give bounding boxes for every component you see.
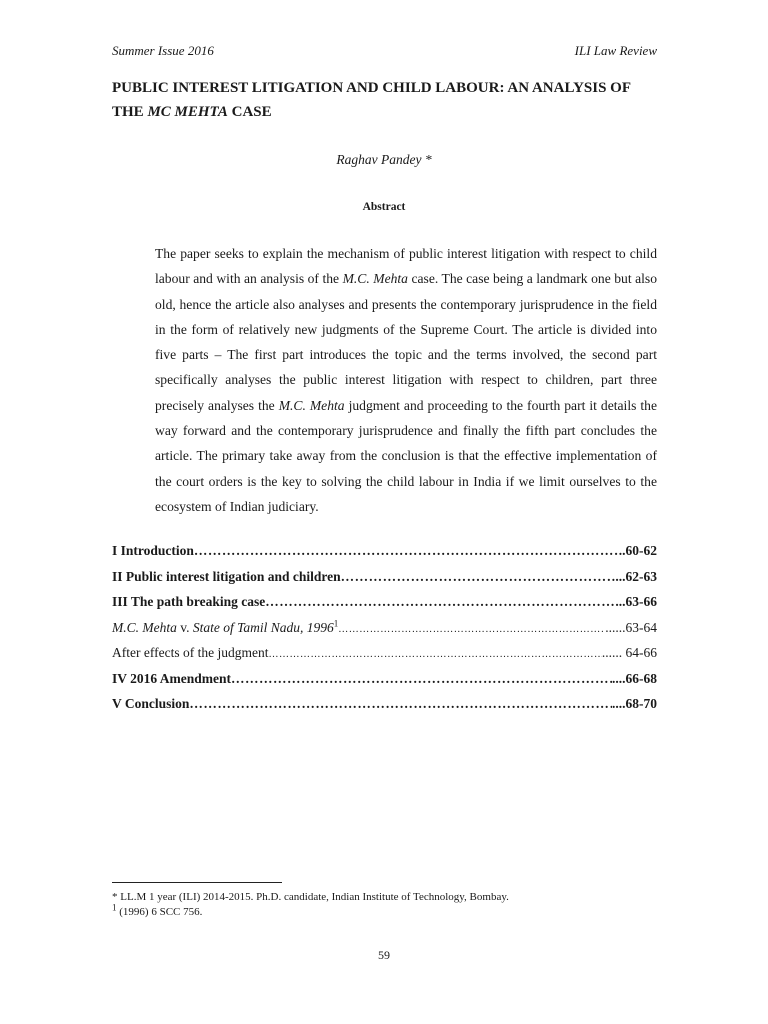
footnote-text: (1996) 6 SCC 756. bbox=[116, 906, 203, 918]
toc-label: I Introduction bbox=[112, 543, 194, 558]
footnote-mark: * bbox=[112, 891, 118, 903]
abstract-case-name: M.C. Mehta bbox=[342, 271, 408, 287]
toc-leader bbox=[338, 624, 605, 635]
toc-pages: ...63-66 bbox=[615, 594, 657, 609]
author-name: Raghav Pandey * bbox=[336, 152, 432, 167]
footnote-mark: 1 bbox=[112, 902, 117, 913]
toc-versus: v. bbox=[176, 619, 193, 635]
toc-pages: ....68-70 bbox=[612, 696, 657, 711]
toc-pages: ...... 64-66 bbox=[601, 645, 657, 660]
toc-leader bbox=[265, 594, 615, 610]
footnote-divider bbox=[112, 882, 282, 883]
article-title-part1: PUBLIC INTEREST LITIGATION AND CHILD LABOUR: AN ANALYSIS OF THE bbox=[112, 80, 631, 120]
table-of-contents bbox=[112, 543, 657, 722]
toc-leader bbox=[194, 543, 619, 559]
toc-label: III The path breaking case bbox=[112, 594, 266, 609]
article-title-part2: CASE bbox=[227, 104, 272, 120]
toc-entry-amendment[interactable] bbox=[112, 671, 657, 697]
footnote-ref[interactable]: 1 bbox=[333, 618, 339, 628]
toc-leader bbox=[231, 671, 612, 687]
page-number: 59 bbox=[378, 948, 390, 962]
toc-leader bbox=[341, 569, 616, 585]
toc-case-name: M.C. Mehta bbox=[112, 619, 177, 635]
footnote-text: LL.M 1 year (ILI) 2014-2015. Ph.D. candidate, Indian Institute of Technology, Bombay. bbox=[117, 891, 509, 903]
abstract-segment: The paper seeks to explain the mechanism of public interest litigation with respect to child labour and with an analysis of the bbox=[155, 246, 657, 287]
running-header-issue: Summer Issue 2016 bbox=[112, 43, 214, 58]
abstract-case-name: M.C. Mehta bbox=[278, 397, 345, 413]
abstract-heading: Abstract bbox=[362, 201, 406, 213]
running-header-journal: ILI Law Review bbox=[574, 43, 657, 58]
toc-label: II Public interest litigation and children bbox=[112, 568, 341, 584]
toc-entry-introduction[interactable] bbox=[112, 543, 657, 569]
footnote-author bbox=[112, 890, 509, 905]
abstract-text bbox=[155, 241, 657, 519]
toc-label: After effects of the judgment bbox=[112, 645, 269, 660]
toc-pages: ...62-63 bbox=[615, 568, 657, 584]
toc-entry-mc-mehta[interactable] bbox=[112, 620, 657, 646]
toc-entry-pil-children[interactable] bbox=[112, 569, 657, 595]
toc-pages: ..60-62 bbox=[618, 543, 657, 558]
toc-pages: ....66-68 bbox=[612, 670, 657, 686]
abstract-segment: judgment and proceeding to the fourth part it details the way forward and the contemporary jurisprudence and finally the fifth part concludes the article. The primary take away from the conclusion is that the effective implementation of the court orders is the key to solving the child labour in India if we limit ourselves to the ecosystem of Indian judiciary. bbox=[155, 397, 657, 514]
abstract-segment: case. The case being a landmark one but also old, hence the article also analyses and presents the contemporary jurisprudence in the field in the form of relatively new judgments of the Supreme Court. The article is divided into five parts – The first part introduces the topic and the terms involved, the second part specifically analyses the public interest litigation with respect to children, part three precisely analyses the bbox=[155, 271, 657, 413]
footnote-1 bbox=[112, 902, 509, 920]
toc-pages: ......63-64 bbox=[605, 619, 657, 635]
toc-label: V Conclusion bbox=[112, 696, 190, 711]
toc-entry-path-breaking-case[interactable] bbox=[112, 594, 657, 620]
toc-case-name: State of Tamil Nadu, 1996 bbox=[192, 619, 334, 635]
article-title bbox=[112, 76, 662, 124]
toc-leader bbox=[189, 696, 612, 712]
toc-entry-after-effects[interactable] bbox=[112, 645, 657, 671]
toc-label: IV 2016 Amendment bbox=[112, 670, 232, 686]
article-title-italic: MC MEHTA bbox=[147, 104, 228, 120]
toc-label bbox=[112, 620, 338, 636]
toc-leader bbox=[268, 649, 601, 660]
toc-entry-conclusion[interactable] bbox=[112, 696, 657, 722]
footnotes bbox=[112, 890, 509, 920]
